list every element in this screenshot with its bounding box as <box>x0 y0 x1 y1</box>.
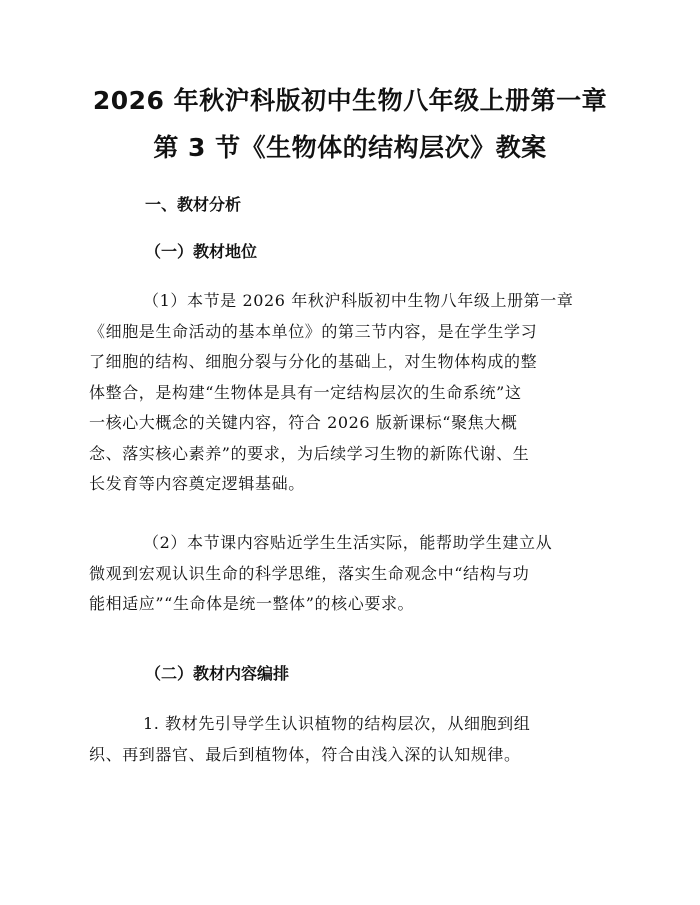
paragraph-line: 织、再到器官、最后到植物体，符合由浅入深的认知规律。 <box>89 744 521 764</box>
paragraph-line: 长发育等内容奠定逻辑基础。 <box>89 474 305 493</box>
subsection-heading-content-arrangement: （二）教材内容编排 <box>145 664 290 683</box>
paragraph-arrangement-1 <box>89 709 614 770</box>
paragraph-line: 体整合，是构建“生物体是具有一定结构层次的生命系统”这 <box>89 382 522 402</box>
section-heading-textbook-analysis: 一、教材分析 <box>145 195 242 214</box>
paragraph-line: 《细胞是生命活动的基本单位》的第三节内容，是在学生学习 <box>89 321 538 341</box>
paragraph-line: 能相适应”“生命体是统一整体”的核心要求。 <box>89 594 415 613</box>
paragraph-line: 一核心大概念的关键内容，符合 2026 版新课标“聚焦大概 <box>89 413 518 432</box>
paragraph-line: 念、落实核心素养”的要求，为后续学习生物的新陈代谢、生 <box>89 443 530 463</box>
paragraph-position-1 <box>89 286 614 500</box>
paragraph-line: （1）本节是 2026 年秋沪科版初中生物八年级上册第一章 <box>143 291 574 310</box>
document-title-line-2: 第 3 节《生物体的结构层次》教案 <box>153 133 547 162</box>
document-title-line-1: 2026 年秋沪科版初中生物八年级上册第一章 <box>92 86 608 115</box>
paragraph-line: 了细胞的结构、细胞分裂与分化的基础上，对生物体构成的整 <box>89 352 538 371</box>
subsection-heading-textbook-position: （一）教材地位 <box>145 242 258 261</box>
paragraph-position-2 <box>89 528 614 620</box>
paragraph-line: 1. 教材先引导学生认识植物的结构层次，从细胞到组 <box>143 714 531 733</box>
paragraph-line: 微观到宏观认识生命的科学思维，落实生命观念中“结构与功 <box>89 563 530 583</box>
paragraph-line: （2）本节课内容贴近学生生活实际，能帮助学生建立从 <box>143 533 553 552</box>
